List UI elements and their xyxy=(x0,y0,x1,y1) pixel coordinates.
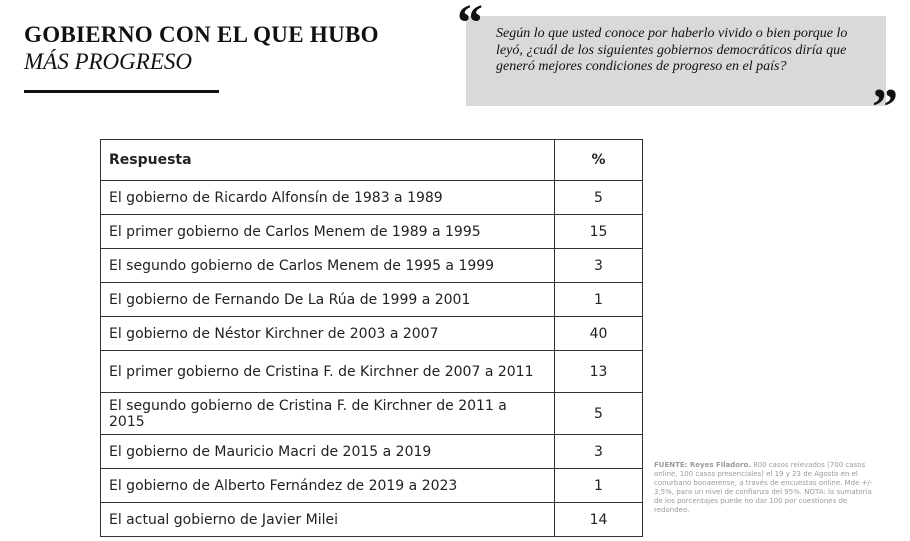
row-label: El gobierno de Mauricio Macri de 2015 a 2019 xyxy=(101,435,555,469)
row-value: 1 xyxy=(555,283,643,317)
page-subtitle: MÁS PROGRESO xyxy=(24,49,192,74)
table-row xyxy=(101,393,643,435)
row-value: 5 xyxy=(555,181,643,215)
title-underline xyxy=(24,90,219,93)
row-label: El segundo gobierno de Carlos Menem de 1995 a 1999 xyxy=(101,249,555,283)
row-label: El gobierno de Néstor Kirchner de 2003 a 2007 xyxy=(101,317,555,351)
row-label: El segundo gobierno de Cristina F. de Kirchner de 2011 a 2015 xyxy=(101,393,555,435)
close-quote-icon: ” xyxy=(872,79,898,136)
table-row xyxy=(101,317,643,351)
row-label: El gobierno de Alberto Fernández de 2019 a 2023 xyxy=(101,469,555,503)
question-box xyxy=(466,16,886,106)
results-table xyxy=(100,139,643,537)
page-title: GOBIERNO CON EL QUE HUBO xyxy=(24,22,379,47)
source-note xyxy=(654,461,880,515)
title-block xyxy=(24,22,379,75)
table-header-row xyxy=(101,140,643,181)
table-row xyxy=(101,181,643,215)
table-row xyxy=(101,503,643,537)
source-label: FUENTE: Reyes Filadoro. xyxy=(654,461,751,469)
column-header-percent: % xyxy=(555,140,643,181)
table-row xyxy=(101,435,643,469)
table-row xyxy=(101,469,643,503)
row-value: 3 xyxy=(555,249,643,283)
row-label: El primer gobierno de Cristina F. de Kirchner de 2007 a 2011 xyxy=(101,351,555,393)
row-value: 14 xyxy=(555,503,643,537)
row-label: El gobierno de Fernando De La Rúa de 1999 a 2001 xyxy=(101,283,555,317)
row-value: 3 xyxy=(555,435,643,469)
table-row xyxy=(101,283,643,317)
table-row xyxy=(101,215,643,249)
source-text: 800 casos relevados (700 casos online, 100 casos presenciales) el 19 y 23 de Agosto en el conurbano bonaerense, a través de encuestas online. Mde +/- 3,5%, para un nivel de confianza del 95%. NOTA: la sumatoria de los porcentajes puede no dar 100 por cuestiones de redondeo. xyxy=(654,461,873,514)
row-value: 15 xyxy=(555,215,643,249)
row-label: El actual gobierno de Javier Milei xyxy=(101,503,555,537)
row-value: 40 xyxy=(555,317,643,351)
row-value: 13 xyxy=(555,351,643,393)
table-row xyxy=(101,249,643,283)
column-header-response: Respuesta xyxy=(101,140,555,181)
row-label: El gobierno de Ricardo Alfonsín de 1983 a 1989 xyxy=(101,181,555,215)
row-value: 1 xyxy=(555,469,643,503)
open-quote-icon: “ xyxy=(457,0,483,52)
question-text: Según lo que usted conoce por haberlo vivido o bien porque lo leyó, ¿cuál de los siguientes gobiernos democráticos diría que generó mejores condiciones de progreso en el país? xyxy=(496,26,848,74)
table-row xyxy=(101,351,643,393)
row-label: El primer gobierno de Carlos Menem de 1989 a 1995 xyxy=(101,215,555,249)
row-value: 5 xyxy=(555,393,643,435)
